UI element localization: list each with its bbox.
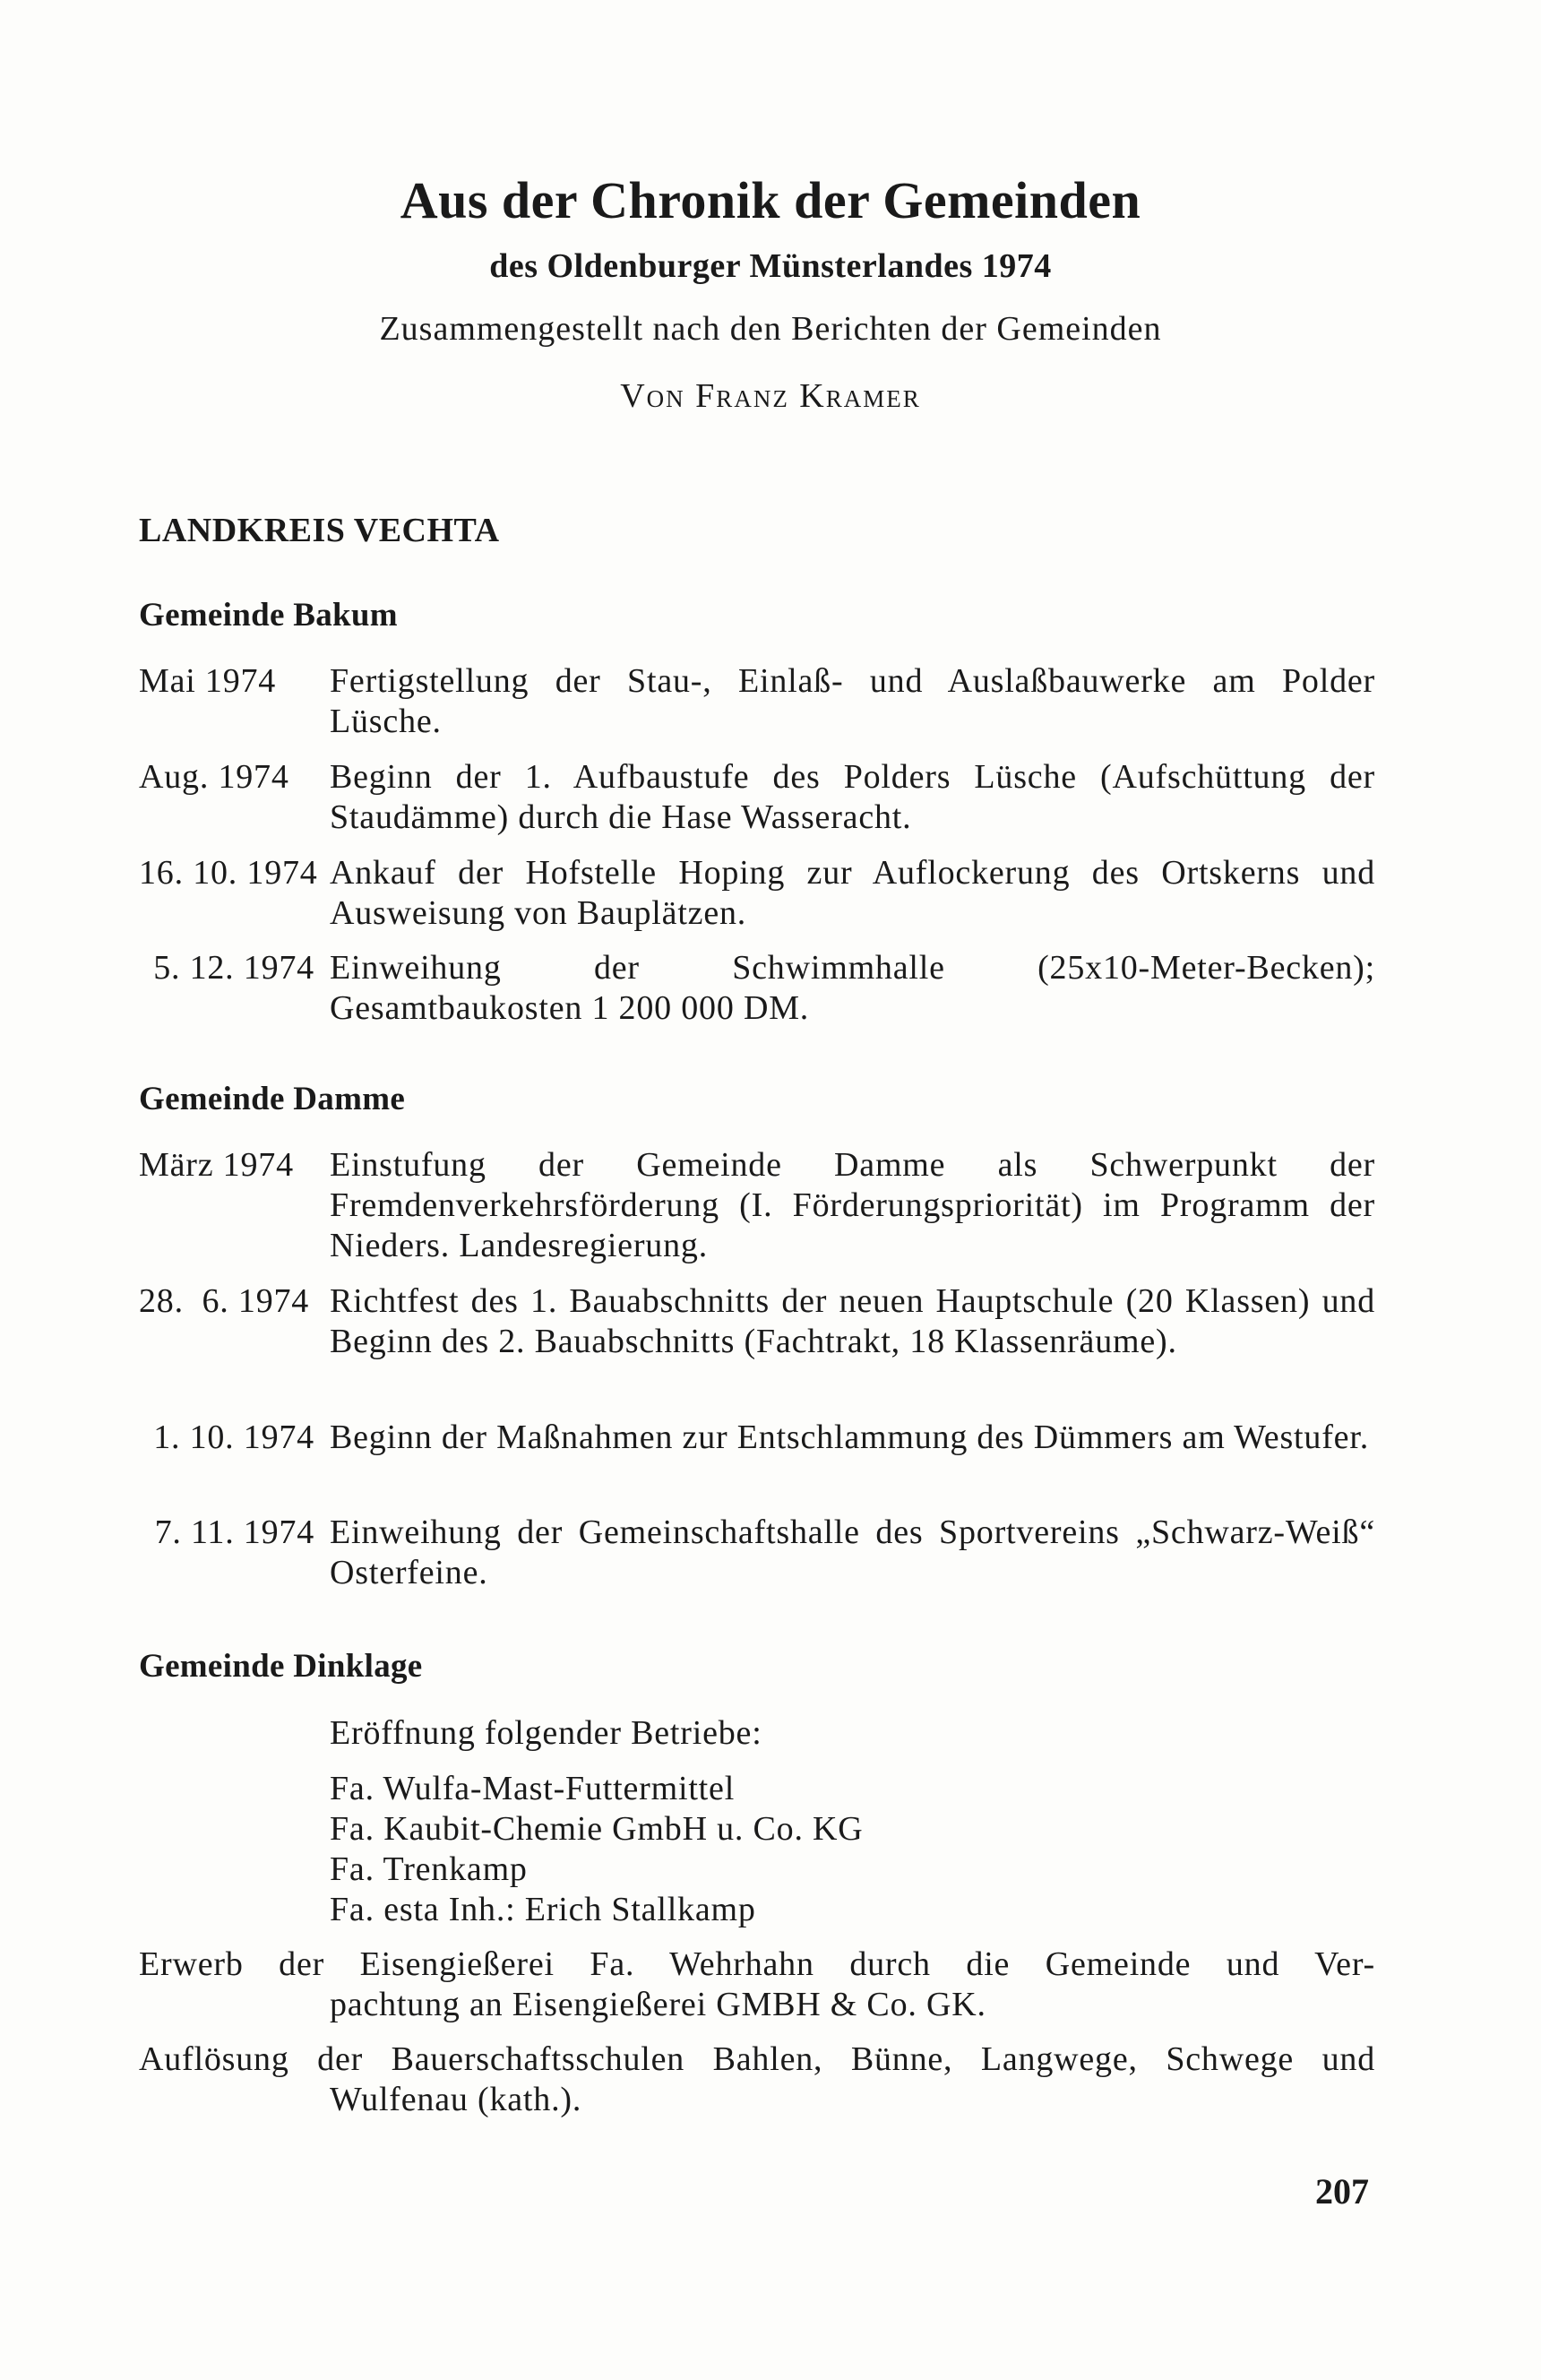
paragraph — [139, 1945, 1375, 2025]
intro-line: Eröffnung folgender Betriebe: — [330, 1714, 762, 1752]
chronicle-entry — [139, 1418, 1375, 1458]
firm-list — [330, 1769, 1369, 1930]
entry-text: Fertigstellung der Stau-, Einlaß- und Auslaßbauwerke am Polder Lüsche. — [330, 662, 1375, 740]
paragraph-continuation: pachtung an Eisengießerei GMBH & Co. GK. — [330, 1986, 986, 2023]
entry-date: 16. 10. 1974 — [139, 854, 318, 892]
page-subtitle: des Oldenburger Münsterlandes 1974 — [489, 247, 1052, 285]
entry-text: Einweihung der Gemeinschaftshalle des Sportvereins „Schwarz-Weiß“ Osterfeine. — [330, 1513, 1375, 1591]
entry-text: Beginn der 1. Aufbaustufe des Polders Lüsche (Aufschüttung der Staudämme) durch die Hase Wasseracht. — [330, 758, 1375, 836]
chronicle-entry — [139, 1145, 1375, 1266]
paragraph-continuation: Wulfenau (kath.). — [330, 2081, 582, 2118]
entry-date: März 1974 — [139, 1146, 294, 1184]
section-heading-bakum: Gemeinde Bakum — [139, 597, 398, 634]
page-title: Aus der Chronik der Gemeinden — [400, 171, 1141, 229]
paragraph — [139, 2039, 1375, 2120]
entry-date: Mai 1974 — [139, 662, 277, 700]
entry-text: Richtfest des 1. Bauabschnitts der neuen Hauptschule (20 Klassen) und Beginn des 2. Bauabschnitts (Fachtrakt, 18 Klassenräume). — [330, 1282, 1375, 1360]
chronicle-entry — [139, 757, 1375, 838]
section-heading-damme: Gemeinde Damme — [139, 1081, 406, 1117]
paragraph-first-line: Erwerb der Eisengießerei Fa. Wehrhahn durch die Gemeinde und Ver- — [139, 1945, 1375, 1983]
entry-date: Aug. 1974 — [139, 758, 289, 796]
compiled-note: Zusammengestellt nach den Berichten der Gemeinden — [379, 310, 1162, 348]
entry-text: Einstufung der Gemeinde Damme als Schwerpunkt der Fremdenverkehrsförderung (I. Förderungspriorität) im Programm der Nieders. Landesregierung. — [330, 1146, 1375, 1264]
author-line: Von Franz Kramer — [620, 377, 921, 415]
district-heading: LANDKREIS VECHTA — [139, 512, 500, 549]
firm-item: Fa. Kaubit-Chemie GmbH u. Co. KG — [330, 1810, 864, 1848]
firm-item: Fa. esta Inh.: Erich Stallkamp — [330, 1891, 756, 1928]
entry-date: 28. 6. 1974 — [139, 1282, 310, 1320]
section-heading-dinklage: Gemeinde Dinklage — [139, 1648, 423, 1685]
paragraph-first-line: Auflösung der Bauerschaftsschulen Bahlen, Bünne, Langwege, Schwege und — [139, 2040, 1375, 2078]
chronicle-entry — [139, 948, 1375, 1029]
entry-date: 1. 10. 1974 — [153, 1419, 314, 1456]
chronicle-entry — [139, 1513, 1375, 1593]
entry-date: 5. 12. 1974 — [153, 949, 314, 987]
entry-date: 7. 11. 1974 — [154, 1513, 314, 1551]
chronicle-entry — [139, 853, 1375, 934]
firm-item: Fa. Trenkamp — [330, 1850, 528, 1888]
entry-text: Ankauf der Hofstelle Hoping zur Auflockerung des Ortskerns und Ausweisung von Bauplätzen. — [330, 854, 1375, 932]
chronicle-entry — [139, 661, 1375, 742]
entry-text: Beginn der Maßnahmen zur Entschlammung des Dümmers am Westufer. — [330, 1419, 1369, 1456]
entry-text: Einweihung der Schwimmhalle (25x10-Meter-Becken); Gesamtbaukosten 1 200 000 DM. — [330, 949, 1375, 1027]
chronicle-entry — [139, 1281, 1375, 1362]
firm-item: Fa. Wulfa-Mast-Futtermittel — [330, 1770, 736, 1807]
page-number: 207 — [1315, 2171, 1369, 2212]
